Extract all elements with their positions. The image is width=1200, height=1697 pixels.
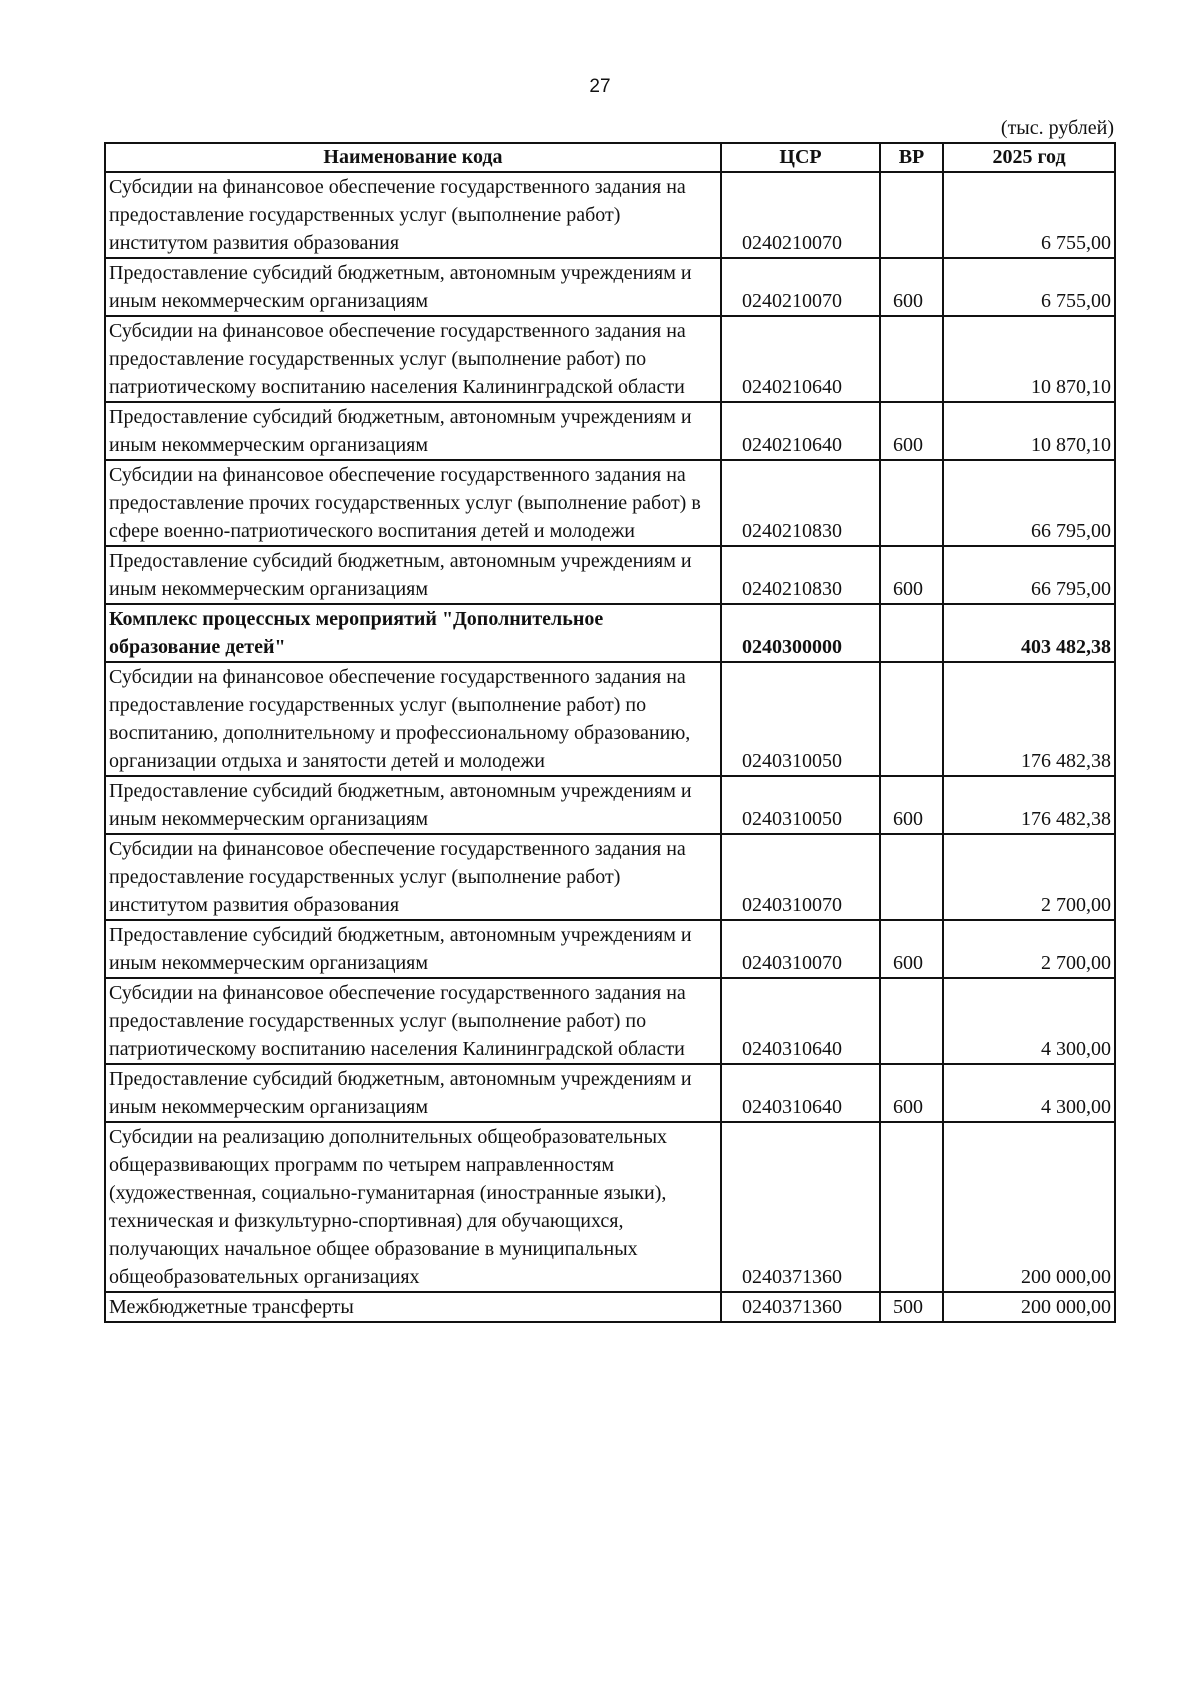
header-amount: 2025 год xyxy=(943,143,1115,172)
table-row xyxy=(105,776,1115,834)
cell-vr xyxy=(880,978,943,1064)
cell-vr: 600 xyxy=(880,546,943,604)
cell-amount: 176 482,38 xyxy=(943,662,1115,776)
cell-name: Комплекс процессных мероприятий "Дополнительное образование детей" xyxy=(105,604,721,662)
cell-amount: 4 300,00 xyxy=(943,1064,1115,1122)
table-row xyxy=(105,546,1115,604)
header-csr: ЦСР xyxy=(721,143,880,172)
cell-name: Субсидии на финансовое обеспечение государственного задания на предоставление государственных услуг (выполнение работ) институтом развития образования xyxy=(105,172,721,258)
cell-csr: 0240310070 xyxy=(721,920,880,978)
cell-name: Субсидии на финансовое обеспечение государственного задания на предоставление государственных услуг (выполнение работ) институтом развития образования xyxy=(105,834,721,920)
cell-vr: 600 xyxy=(880,402,943,460)
cell-name: Субсидии на реализацию дополнительных общеобразовательных общеразвивающих программ по четырем направленностям (художественная, социально-гуманитарная (иностранные языки), техническая и физкультурно-спортивная) для обучающихся, получающих начальное общее образование в муниципальных общеобразовательных организациях xyxy=(105,1122,721,1292)
table-row xyxy=(105,1122,1115,1292)
cell-csr: 0240371360 xyxy=(721,1292,880,1322)
table-row xyxy=(105,258,1115,316)
cell-csr: 0240371360 xyxy=(721,1122,880,1292)
table-row-section xyxy=(105,604,1115,662)
cell-name: Предоставление субсидий бюджетным, автономным учреждениям и иным некоммерческим организациям xyxy=(105,776,721,834)
cell-vr xyxy=(880,172,943,258)
cell-amount: 176 482,38 xyxy=(943,776,1115,834)
cell-amount: 66 795,00 xyxy=(943,460,1115,546)
header-vr: ВР xyxy=(880,143,943,172)
cell-csr: 0240310050 xyxy=(721,776,880,834)
cell-csr: 0240310050 xyxy=(721,662,880,776)
cell-amount: 2 700,00 xyxy=(943,920,1115,978)
table-header-row xyxy=(105,143,1115,172)
cell-csr: 0240210640 xyxy=(721,316,880,402)
cell-amount: 66 795,00 xyxy=(943,546,1115,604)
cell-vr xyxy=(880,604,943,662)
cell-csr: 0240310640 xyxy=(721,978,880,1064)
cell-amount: 10 870,10 xyxy=(943,402,1115,460)
cell-vr: 600 xyxy=(880,920,943,978)
cell-amount: 6 755,00 xyxy=(943,172,1115,258)
table-row xyxy=(105,172,1115,258)
table-row xyxy=(105,316,1115,402)
units-label: (тыс. рублей) xyxy=(1000,117,1114,139)
cell-name: Предоставление субсидий бюджетным, автономным учреждениям и иным некоммерческим организациям xyxy=(105,1064,721,1122)
cell-name: Предоставление субсидий бюджетным, автономным учреждениям и иным некоммерческим организациям xyxy=(105,402,721,460)
cell-name: Субсидии на финансовое обеспечение государственного задания на предоставление государственных услуг (выполнение работ) по патриотическому воспитанию населения Калининградской области xyxy=(105,978,721,1064)
cell-vr xyxy=(880,662,943,776)
cell-name: Предоставление субсидий бюджетным, автономным учреждениям и иным некоммерческим организациям xyxy=(105,920,721,978)
cell-vr: 600 xyxy=(880,776,943,834)
cell-name: Субсидии на финансовое обеспечение государственного задания на предоставление государственных услуг (выполнение работ) по патриотическому воспитанию населения Калининградской области xyxy=(105,316,721,402)
cell-vr xyxy=(880,1122,943,1292)
budget-table xyxy=(104,142,1116,1323)
cell-csr: 0240210830 xyxy=(721,460,880,546)
cell-vr xyxy=(880,460,943,546)
cell-amount: 10 870,10 xyxy=(943,316,1115,402)
cell-amount: 403 482,38 xyxy=(943,604,1115,662)
cell-vr: 500 xyxy=(880,1292,943,1322)
cell-amount: 200 000,00 xyxy=(943,1292,1115,1322)
table-row xyxy=(105,460,1115,546)
cell-vr xyxy=(880,834,943,920)
cell-csr: 0240300000 xyxy=(721,604,880,662)
cell-name: Межбюджетные трансферты xyxy=(105,1292,721,1322)
cell-name: Субсидии на финансовое обеспечение государственного задания на предоставление прочих государственных услуг (выполнение работ) в сфере военно-патриотического воспитания детей и молодежи xyxy=(105,460,721,546)
cell-amount: 6 755,00 xyxy=(943,258,1115,316)
table-row xyxy=(105,1064,1115,1122)
cell-amount: 200 000,00 xyxy=(943,1122,1115,1292)
cell-csr: 0240210070 xyxy=(721,172,880,258)
cell-amount: 2 700,00 xyxy=(943,834,1115,920)
table-row xyxy=(105,402,1115,460)
cell-csr: 0240210070 xyxy=(721,258,880,316)
cell-vr xyxy=(880,316,943,402)
table-row xyxy=(105,920,1115,978)
cell-csr: 0240210830 xyxy=(721,546,880,604)
cell-name: Предоставление субсидий бюджетным, автономным учреждениям и иным некоммерческим организациям xyxy=(105,546,721,604)
table-row xyxy=(105,978,1115,1064)
cell-csr: 0240310070 xyxy=(721,834,880,920)
cell-name: Предоставление субсидий бюджетным, автономным учреждениям и иным некоммерческим организациям xyxy=(105,258,721,316)
table-body xyxy=(105,172,1115,1322)
table-row xyxy=(105,1292,1115,1322)
page-number: 27 xyxy=(589,76,611,97)
cell-vr: 600 xyxy=(880,1064,943,1122)
cell-amount: 4 300,00 xyxy=(943,978,1115,1064)
cell-csr: 0240310640 xyxy=(721,1064,880,1122)
table-row xyxy=(105,834,1115,920)
header-name: Наименование кода xyxy=(105,143,721,172)
cell-csr: 0240210640 xyxy=(721,402,880,460)
cell-vr: 600 xyxy=(880,258,943,316)
cell-name: Субсидии на финансовое обеспечение государственного задания на предоставление государственных услуг (выполнение работ) по воспитанию, дополнительному и профессиональному образованию, организации отдыха и занятости детей и молодежи xyxy=(105,662,721,776)
table-row xyxy=(105,662,1115,776)
